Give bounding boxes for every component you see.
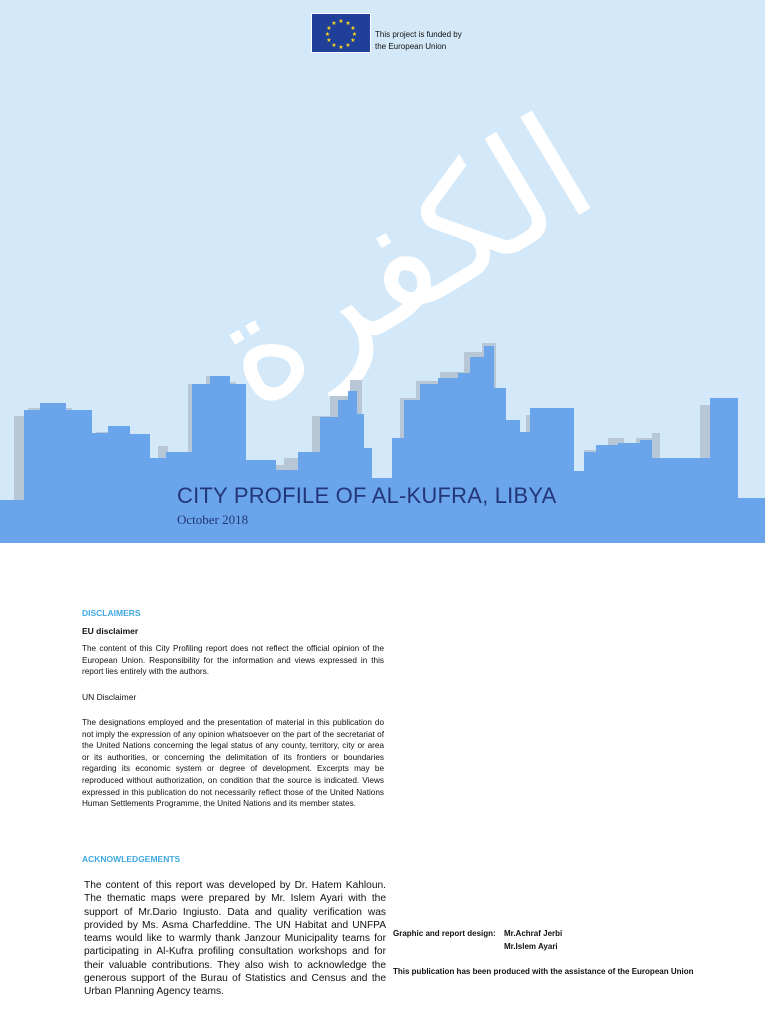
cover-date: October 2018	[177, 512, 249, 527]
svg-text:★: ★	[326, 37, 332, 44]
svg-text:★: ★	[350, 25, 356, 32]
eu-funding-line1: This project is funded by	[375, 30, 462, 39]
svg-text:★: ★	[331, 20, 337, 27]
svg-text:★: ★	[338, 44, 344, 51]
acknowledgements-heading: ACKNOWLEDGEMENTS	[82, 854, 181, 864]
eu-funding-line2: the European Union	[375, 42, 447, 51]
publication-note: This publication has been produced with the assistance of the European Union	[393, 967, 694, 976]
eu-disclaimer-heading: EU disclaimer	[82, 626, 139, 636]
svg-text:★: ★	[350, 37, 356, 44]
disclaimers-heading: DISCLAIMERS	[82, 608, 141, 618]
arabic-city-name: الكفرة	[182, 82, 622, 442]
svg-text:★: ★	[338, 18, 344, 25]
design-credit-name-1: Mr.Achraf Jerbi	[504, 929, 563, 938]
svg-text:★: ★	[324, 31, 331, 38]
svg-text:★: ★	[326, 25, 332, 32]
design-credit-label: Graphic and report design:	[393, 929, 496, 938]
svg-text:★: ★	[345, 20, 351, 27]
svg-text:★: ★	[331, 42, 337, 49]
svg-text:★: ★	[345, 42, 351, 49]
cover-title: CITY PROFILE OF AL-KUFRA, LIBYA	[177, 483, 557, 508]
un-disclaimer-heading: UN Disclaimer	[82, 692, 137, 702]
design-credit-name-2: Mr.Islem Ayari	[504, 942, 558, 951]
eu-disclaimer-text: The content of this City Profiling report does not reflect the official opinion of the European Union. Responsibility for the information and views expressed in this report lies entirely with the authors.	[82, 644, 384, 677]
un-disclaimer-text: The designations employed and the presentation of material in this publication do not imply the expression of any opinion whatsoever on the part of the secretariat of the United Nations concerning the legal status of any county, territory, city or area or its authorities, or concerning the delimitation of its frontiers or boundaries regarding its economic system or degree of development. Excerpts may be reproduced without authorization, on condition that the source is indicated. Views expressed in this publication do not necessarily reflect those of the United Nations Human Settlements Programme, the United Nations and its member states.	[82, 718, 384, 809]
svg-text:★: ★	[351, 31, 358, 38]
acknowledgements-text: The content of this report was developed by Dr. Hatem Kahloun. The thematic maps were prepared by Mr. Islem Ayari with the support of Mr.Dario Ingiusto. Data and quality verification was provided by Ms. Asma Charfeddine. The UN Habitat and UNFPA teams would like to warmly thank Janzour Municipality teams for participating in Al-Kufra profiling consultation workshops and for their valuable contributions. They also wish to acknowledge the generous support of the Burau of Statistics and Census and the Urban Planning Agency teams.	[84, 880, 386, 998]
